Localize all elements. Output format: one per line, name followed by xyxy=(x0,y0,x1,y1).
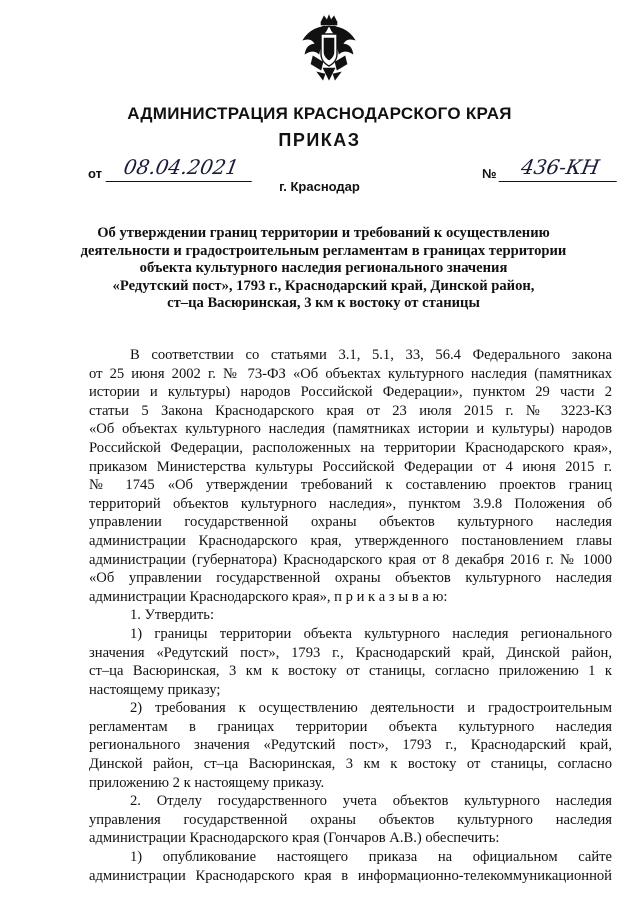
body-line: № 1745 «Об утверждении требований к составлению проектов границ xyxy=(89,477,612,494)
body-line: значения «Редутский пост», 1793 г., Краснодарский край, Динской район, xyxy=(89,644,612,661)
body-line: статьи 5 Закона Краснодарского края от 23 июля 2015 г. № 3223-КЗ xyxy=(89,402,612,419)
body-line: администрации Краснодарского края в информационно-телекоммуникационной xyxy=(89,867,612,884)
body-line: управлении государственной охраны объектов культурного наследия xyxy=(89,514,612,531)
body-line: В соответствии со статьями 3.1, 5.1, 33, 56.4 Федерального закона xyxy=(130,347,612,363)
title-line: деятельности и градостроительным регламентам в границах территории xyxy=(80,242,567,259)
body-line: регионального значения «Редутский пост», 1793 г., Краснодарский край, xyxy=(89,737,612,754)
handwritten-date: 08.04.2021 xyxy=(106,155,257,182)
body-line: ст–ца Васюринская, 3 км к востоку от станицы, согласно приложению 1 к xyxy=(89,663,612,680)
body-line: «Об управлении государственной охраны объектов культурного наследия xyxy=(89,570,612,587)
body-line: управления государственной охраны объектов культурного наследия xyxy=(89,811,612,828)
body-line: истории и культуры) народов Российской Федерации», пунктом 29 части 2 xyxy=(89,384,612,401)
document-title xyxy=(60,225,587,313)
title-line: Об утверждении границ территории и требований к осуществлению xyxy=(97,225,550,241)
date-label: от xyxy=(88,166,102,181)
document-body xyxy=(89,346,612,885)
body-line: настоящему приказу; xyxy=(89,681,221,698)
body-line: 1. Утвердить: xyxy=(130,607,215,624)
body-line: регламентам в границах территории объекта культурного наследия xyxy=(89,718,612,735)
body-line: «Об объектах культурного наследия (памятниках истории и культуры) народов xyxy=(89,421,612,438)
body-line: приложению 2 к настоящему приказу. xyxy=(89,774,325,791)
body-line: Российской Федерации, расположенных на территории Краснодарского края», xyxy=(89,439,612,456)
title-line: ст–ца Васюринская, 3 км к востоку от станицы xyxy=(167,295,480,312)
coat-of-arms-icon xyxy=(299,14,359,84)
body-line: администрации (губернатора) Краснодарского края от 8 декабря 2016 г. № 1000 xyxy=(89,551,612,568)
body-line: территорий объектов культурного наследия», пунктом 3.9.8 Положения об xyxy=(89,495,612,512)
body-line: администрации Краснодарского края», п р и к а з ы в а ю: xyxy=(89,588,448,605)
handwritten-number: 436-КН xyxy=(499,155,622,182)
body-line: Динской район, ст–ца Васюринская, 3 км к востоку от станицы, согласно xyxy=(89,756,612,773)
number-label: № xyxy=(482,166,497,181)
organization-name: АДМИНИСТРАЦИЯ КРАСНОДАРСКОГО КРАЯ xyxy=(127,104,512,123)
body-line: приказом Министерства культуры Российской Федерации от 4 июня 2015 г. xyxy=(89,458,612,475)
body-line: 1) границы территории объекта культурного наследия регионального xyxy=(130,625,612,642)
title-line: «Редутский пост», 1793 г., Краснодарский край, Динской район, xyxy=(112,277,535,294)
document-type: ПРИКАЗ xyxy=(278,130,361,150)
city-name: г. Краснодар xyxy=(279,179,360,194)
body-line: администрации Краснодарского края, утвержденного постановлением главы xyxy=(89,532,612,549)
title-line: объекта культурного наследия регионального значения xyxy=(139,260,508,277)
body-line: администрации Краснодарского края (Гончаров А.В.) обеспечить: xyxy=(89,830,500,847)
body-line: 2) требования к осуществлению деятельности и градостроительным xyxy=(130,700,612,717)
body-line: 1) опубликование настоящего приказа на официальном сайте xyxy=(130,849,612,866)
body-line: от 25 июня 2002 г. № 73-ФЗ «Об объектах культурного наследия (памятниках xyxy=(89,365,612,382)
body-line: 2. Отделу государственного учета объектов культурного наследия xyxy=(130,793,612,810)
